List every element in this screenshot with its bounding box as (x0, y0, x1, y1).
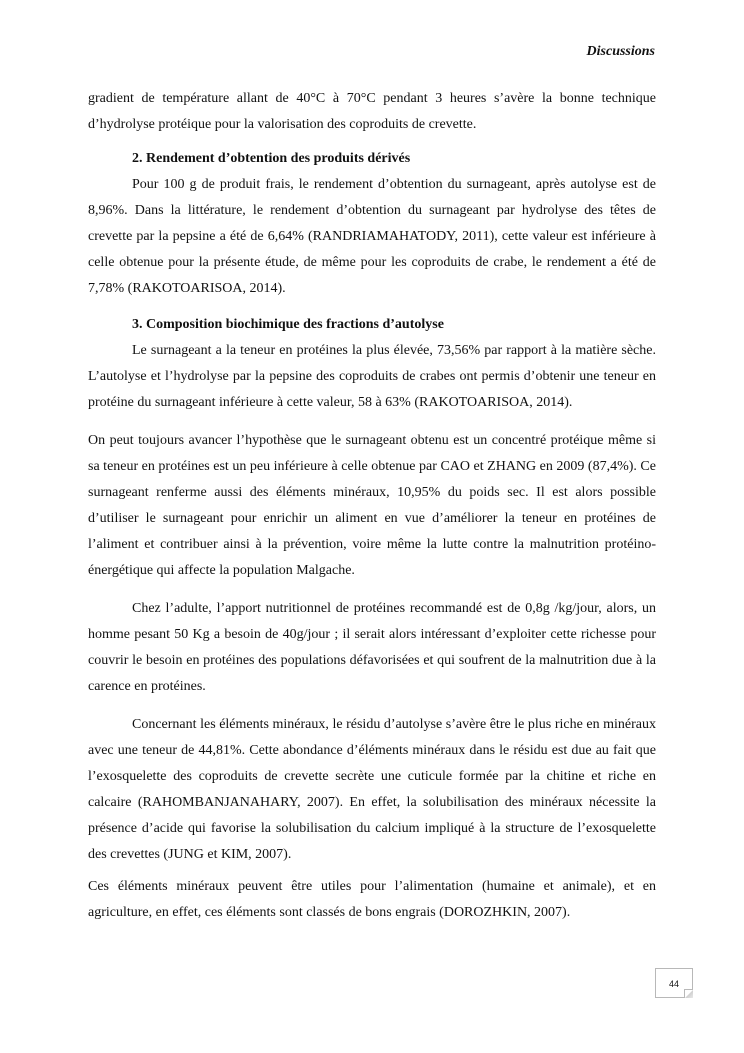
page-number-box (655, 968, 693, 998)
paragraph-gradient: gradient de température allant de 40°C à 70°C pendant 3 heures s’avère la bonne technique d’hydrolyse protéique pour la valorisation des coproduits de crevette. (88, 91, 656, 132)
page-curl-icon (684, 989, 693, 998)
paragraph-composition: Le surnageant a la teneur en protéines la plus élevée, 73,56% par rapport à la matière sèche. L’autolyse et l’hydrolyse par la pepsine des coproduits de crabes ont permis d’obtenir une teneur en protéine du surnageant inférieure à cette valeur, 58 à 63% (RAKOTOARISOA, 2014). (88, 343, 656, 410)
section-heading-composition: 3. Composition biochimique des fractions d’autolyse (132, 317, 444, 332)
paragraph-apport-nutritionnel: Chez l’adulte, l’apport nutritionnel de protéines recommandé est de 0,8g /kg/jour, alors, un homme pesant 50 Kg a besoin de 40g/jour ; il serait alors intéressant d’exploiter cette richesse pour couvrir le besoin en protéines des populations défavorisées et qui soufrent de la malnutrition due à la carence en protéines. (88, 601, 656, 694)
section-heading-rendement: 2. Rendement d’obtention des produits dérivés (132, 151, 411, 166)
paragraph-utilisation-mineraux: Ces éléments minéraux peuvent être utiles pour l’alimentation (humaine et animale), et en agriculture, en effet, ces éléments sont classés de bons engrais (DOROZHKIN, 2007). (88, 879, 656, 920)
paragraph-elements-mineraux: Concernant les éléments minéraux, le résidu d’autolyse s’avère être le plus riche en minéraux avec une teneur de 44,81%. Cette abondance d’éléments minéraux dans le résidu est due au fait que l’exosquelette des coproduits de crevette secrète une cuticule formée par la chitine et riche en calcaire (RAHOMBANJANAHARY, 2007). En effet, la solubilisation des minéraux nécessite la présence d’acide qui favorise la solubilisation du calcium impliqué à la structure de l’exosquelette des crevettes (JUNG et KIM, 2007). (88, 717, 656, 862)
paragraph-rendement: Pour 100 g de produit frais, le rendement d’obtention du surnageant, après autolyse est de 8,96%. Dans la littérature, le rendement d’obtention du surnageant par hydrolyse des têtes de crevette par la pepsine a été de 6,64% (RANDRIAMAHATODY, 2011), cette valeur est inférieure à celle obtenue pour la présente étude, de même pour les coproduits de crabe, le rendement a été de 7,78% (RAKOTOARISOA, 2014). (88, 177, 656, 296)
running-header: Discussions (586, 44, 655, 59)
paragraph-hypothese: On peut toujours avancer l’hypothèse que le surnageant obtenu est un concentré protéique même si sa teneur en protéines est un peu inférieure à celle obtenue par CAO et ZHANG en 2009 (87,4%). Ce surnageant renferme aussi des éléments minéraux, 10,95% du poids sec. Il est alors possible d’utiliser le surnageant pour enrichir un aliment en vue d’améliorer la teneur en protéines de l’aliment et contribuer ainsi à la prévention, voire même la lutte contre la malnutrition protéino-énergétique qui affecte la population Malgache. (88, 433, 656, 578)
page-number: 44 (668, 979, 679, 989)
page-body (88, 86, 656, 926)
